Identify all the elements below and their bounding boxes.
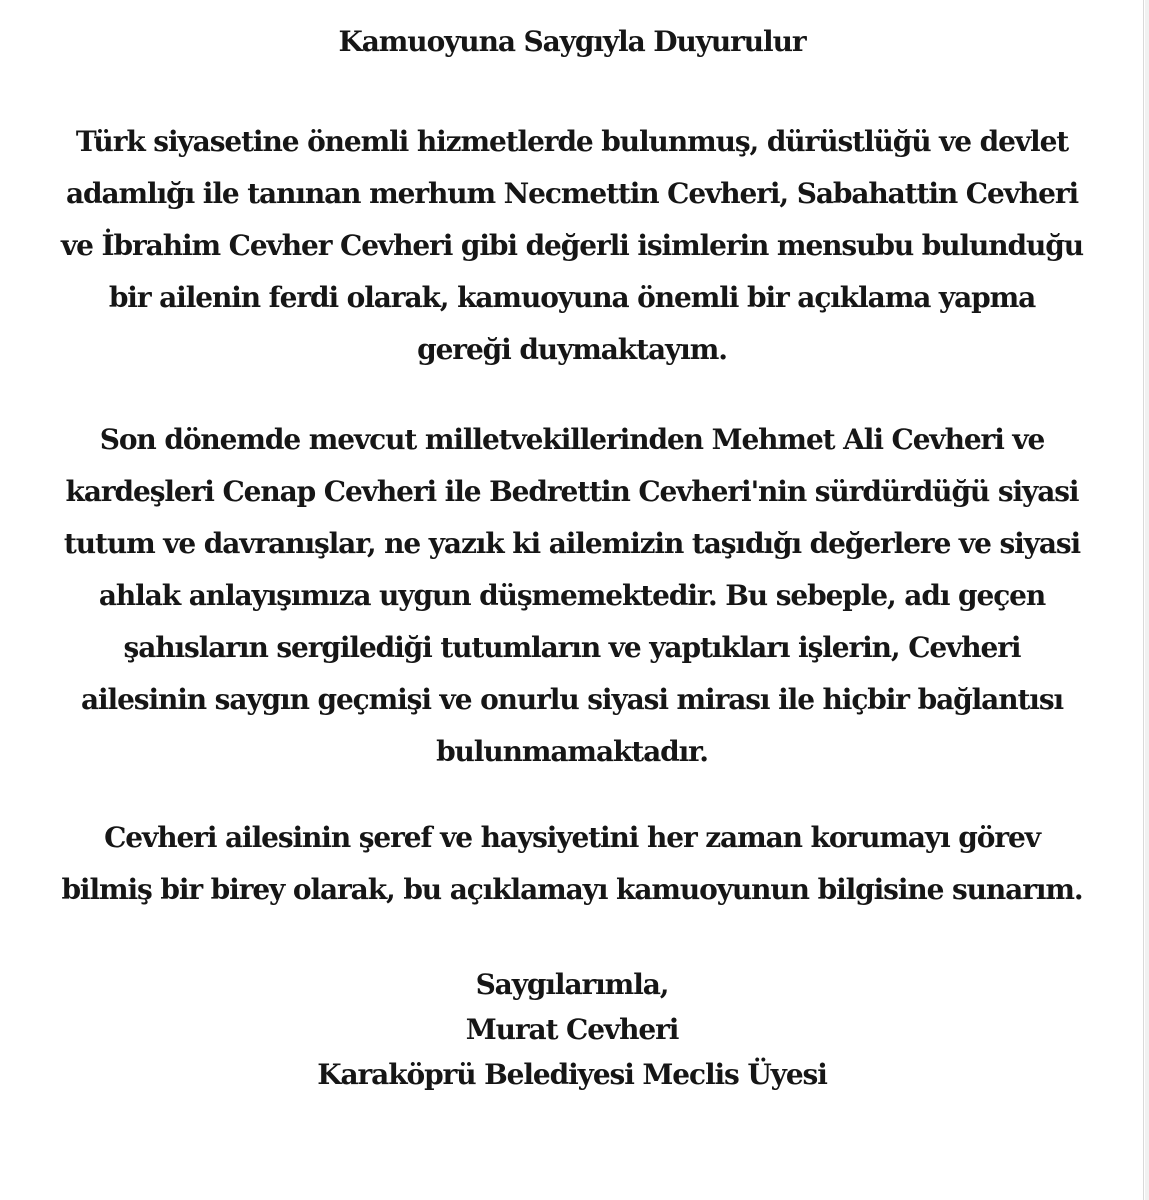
paragraph-line: tutum ve davranışlar, ne yazık ki ailemizin taşıdığı değerlere ve siyasi <box>63 527 1081 560</box>
paragraph-line: bulunmamaktadır. <box>436 735 708 768</box>
document-title: Kamuoyuna Saygıyla Duyurulur <box>338 25 806 58</box>
paragraph-line: ahlak anlayışımıza uygun düşmemektedir. Bu sebeple, adı geçen <box>98 579 1046 612</box>
paragraph-1 <box>8 116 1136 376</box>
paragraph-line: ve İbrahim Cevher Cevheri gibi değerli isimlerin mensubu bulunduğu <box>61 229 1083 262</box>
paragraph-line: ailesinin saygın geçmişi ve onurlu siyasi mirası ile hiçbir bağlantısı <box>80 683 1064 716</box>
signature-block <box>0 962 1144 1097</box>
paragraph-line: kardeşleri Cenap Cevheri ile Bedrettin Cevheri'nin sürdürdüğü siyasi <box>65 475 1079 508</box>
page-edge-gutter <box>1145 0 1149 1200</box>
paragraph-2 <box>8 414 1136 778</box>
signature-closing: Saygılarımla, <box>475 968 669 1001</box>
paragraph-line: gereği duymaktayım. <box>417 333 727 366</box>
signature-role: Karaköprü Belediyesi Meclis Üyesi <box>317 1058 827 1091</box>
paragraph-line: Türk siyasetine önemli hizmetlerde bulunmuş, dürüstlüğü ve devlet <box>75 125 1069 158</box>
paragraph-line: bilmiş bir birey olarak, bu açıklamayı kamuoyunun bilgisine sunarım. <box>61 873 1083 906</box>
paragraph-line: şahısların sergilediği tutumların ve yaptıkları işlerin, Cevheri <box>123 631 1021 664</box>
signature-name: Murat Cevheri <box>465 1013 679 1046</box>
paragraph-3 <box>8 812 1136 916</box>
paragraph-line: bir ailenin ferdi olarak, kamuoyuna önemli bir açıklama yapma <box>108 281 1036 314</box>
paragraph-line: Cevheri ailesinin şeref ve haysiyetini her zaman korumayı görev <box>104 821 1040 854</box>
paragraph-line: Son dönemde mevcut milletvekillerinden Mehmet Ali Cevheri ve <box>99 423 1045 456</box>
paragraph-line: adamlığı ile tanınan merhum Necmettin Cevheri, Sabahattin Cevheri <box>65 177 1079 210</box>
